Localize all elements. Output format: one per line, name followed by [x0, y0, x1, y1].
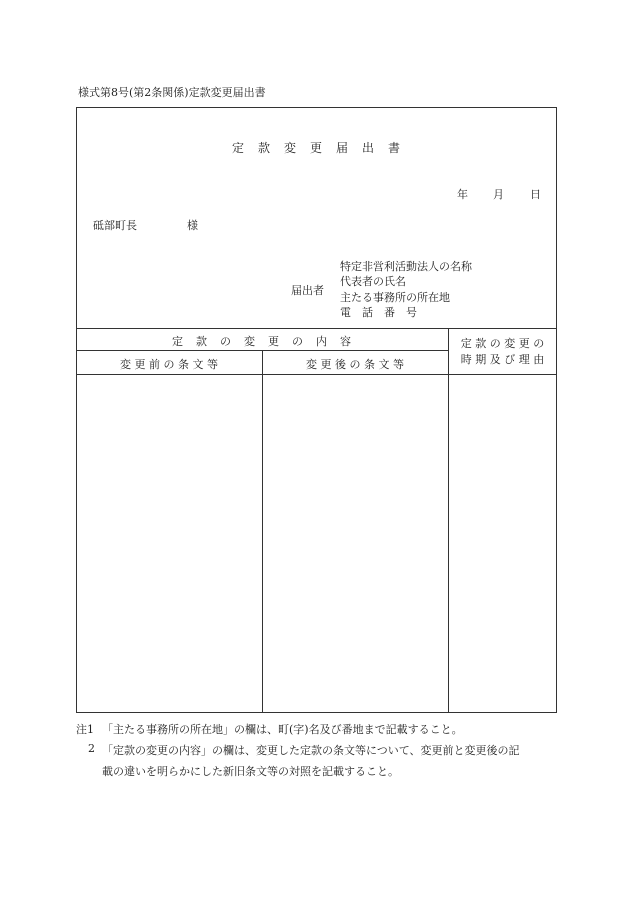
form-label: 様式第8号(第2条関係)定款変更届出書: [78, 86, 266, 99]
submitter-field-phone: 電 話 番 号: [340, 306, 417, 319]
content-header: 定 款 の 変 更 の 内 容: [172, 335, 352, 348]
note1-prefix: 注1: [76, 723, 94, 736]
note2-prefix: 2: [88, 742, 95, 755]
date-year-label: 年: [457, 188, 468, 201]
after-text-cell[interactable]: [263, 375, 448, 712]
note2-text-line2: 載の違いを明らかにした新旧条文等の対照を記載すること。: [102, 765, 399, 778]
date-month-label: 月: [493, 188, 504, 201]
submitter-field-org-name: 特定非営利活動法人の名称: [340, 260, 472, 273]
note1-text: 「主たる事務所の所在地」の欄は、町(字)名及び番地まで記載すること。: [102, 723, 463, 736]
before-header: 変 更 前 の 条 文 等: [120, 358, 218, 371]
addressee-honorific: 様: [187, 219, 198, 232]
submitter-field-office-address: 主たる事務所の所在地: [340, 291, 450, 304]
after-header: 変 更 後 の 条 文 等: [306, 358, 404, 371]
reason-header-line2: 時 期 及 び 理 由: [460, 353, 545, 366]
reason-header-line1: 定 款 の 変 更 の: [460, 337, 545, 350]
document-title: 定 款 変 更 届 出 書: [231, 141, 401, 155]
reason-cell[interactable]: [449, 375, 556, 712]
addressee-name: 砥部町長: [93, 219, 137, 232]
submitter-label: 届出者: [291, 284, 324, 297]
date-day-label: 日: [530, 188, 541, 201]
before-text-cell[interactable]: [77, 375, 262, 712]
submitter-field-representative: 代表者の氏名: [340, 275, 406, 288]
note2-text-line1: 「定款の変更の内容」の欄は、変更した定款の条文等について、変更前と変更後の記: [102, 744, 520, 757]
table-top-rule: [76, 328, 557, 329]
